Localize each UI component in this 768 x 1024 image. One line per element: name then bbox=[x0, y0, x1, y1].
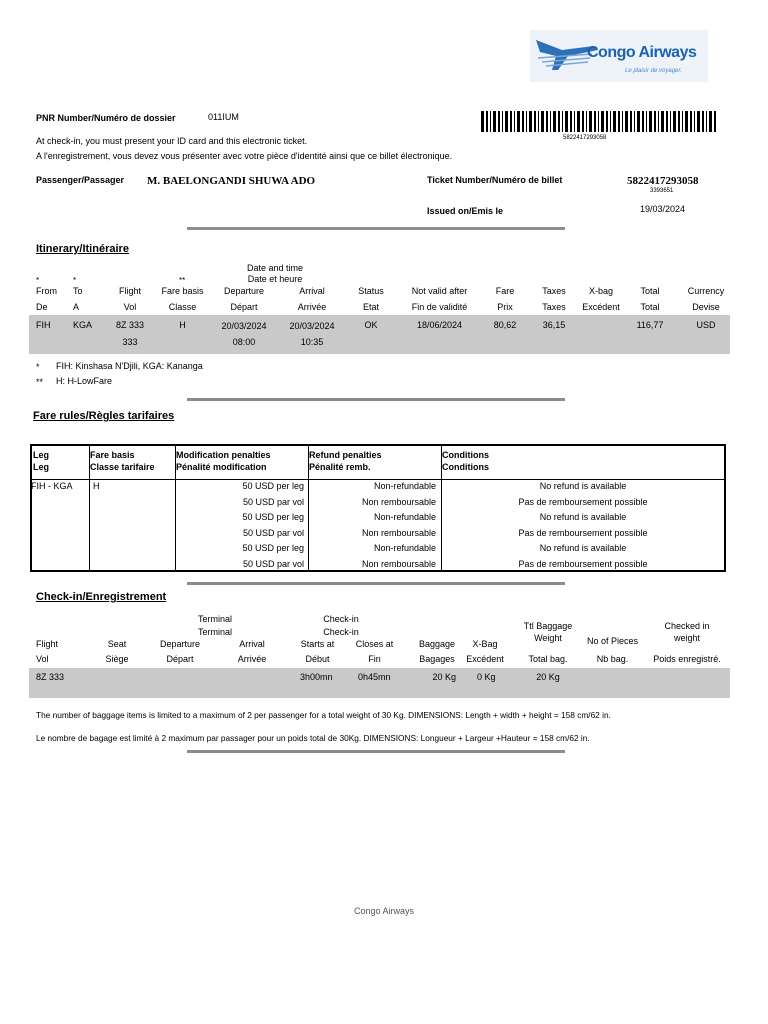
barcode-bar bbox=[574, 111, 575, 132]
barcode-bar bbox=[534, 111, 536, 132]
itin-to: KGA bbox=[73, 320, 93, 330]
fr-refund-penalty: Non remboursable bbox=[361, 558, 436, 569]
ci-col-seat-fr: Siège bbox=[105, 654, 129, 664]
barcode-bar bbox=[522, 111, 524, 132]
barcode-bar bbox=[510, 111, 512, 132]
footnote-mark-2: ** bbox=[36, 377, 44, 387]
ci-col-poids: Poids enregistré. bbox=[653, 654, 721, 664]
logo-text: Congo Airways bbox=[587, 44, 697, 61]
date-header-fr: Date et heure bbox=[247, 274, 303, 284]
fr-condition: No refund is available bbox=[539, 481, 627, 491]
barcode-bar bbox=[702, 111, 704, 132]
col-currency-fr: Devise bbox=[692, 302, 720, 312]
barcode-bar bbox=[601, 111, 604, 132]
barcode-bar bbox=[589, 111, 592, 132]
ci-checked-1: Checked in bbox=[664, 621, 710, 631]
itin-taxes: 36,15 bbox=[542, 320, 566, 330]
barcode-bar bbox=[714, 111, 716, 132]
ci-checked-2: weight bbox=[673, 633, 700, 643]
ci-col-departure: Departure bbox=[159, 639, 201, 649]
fr-mod-penalty: 50 USD per leg bbox=[242, 512, 304, 522]
ticket-sub-number: 3393651 bbox=[650, 188, 674, 194]
ci-checkin-2: Check-in bbox=[323, 627, 359, 637]
fr-mod-penalty: 50 USD per leg bbox=[242, 481, 304, 491]
barcode-bar bbox=[529, 111, 532, 132]
col-status-fr: Etat bbox=[362, 302, 379, 312]
barcode-bar bbox=[690, 111, 692, 132]
col-currency: Currency bbox=[687, 286, 725, 296]
col-taxes: Taxes bbox=[542, 286, 566, 296]
itin-from: FIH bbox=[36, 320, 51, 330]
fr-mod-penalty: 50 USD par vol bbox=[242, 496, 304, 507]
col-not-valid-after: Not valid after bbox=[411, 286, 468, 296]
barcode-bar bbox=[594, 111, 596, 132]
fr-condition: Pas de remboursement possible bbox=[518, 527, 648, 538]
barcode-bar bbox=[606, 111, 608, 132]
ci-col-arrival-fr: Arrivée bbox=[237, 654, 267, 664]
fr-condition: No refund is available bbox=[539, 543, 627, 553]
barcode-bar bbox=[553, 111, 556, 132]
itin-total: 116,77 bbox=[636, 320, 664, 330]
passenger-label: Passenger/Passager bbox=[36, 175, 125, 185]
fr-col-cond: Conditions bbox=[442, 450, 489, 460]
ci-col-starts: Starts at bbox=[300, 639, 335, 649]
fr-refund-penalty: Non-refundable bbox=[373, 481, 436, 491]
to-star: * bbox=[73, 276, 77, 285]
barcode-bar bbox=[598, 111, 599, 132]
separator bbox=[187, 227, 565, 230]
fr-col-ref: Refund penalties bbox=[309, 450, 382, 460]
barcode-bar bbox=[505, 111, 508, 132]
separator bbox=[187, 582, 565, 585]
barcode-bar bbox=[550, 111, 551, 132]
barcode-bar bbox=[706, 111, 707, 132]
ci-col-pieces-fr: Nb bag. bbox=[596, 654, 629, 664]
barcode-bar bbox=[490, 111, 491, 132]
col-departure-fr: Départ bbox=[230, 302, 258, 312]
barcode-bar bbox=[498, 111, 500, 132]
fare-rules-title: Fare rules/Règles tarifaires bbox=[33, 410, 175, 422]
col-to: To bbox=[73, 286, 83, 296]
ci-terminal-1: Terminal bbox=[197, 614, 232, 624]
col-flight: Flight bbox=[118, 286, 141, 296]
barcode-bar bbox=[526, 111, 527, 132]
barcode-bar bbox=[625, 111, 628, 132]
barcode-bar bbox=[637, 111, 640, 132]
baggage-note-fr: Le nombre de bagage est limité à 2 maximum par passager pour un poids total de 30Kg. DIMENSIONS: Longueur + Largeur +Hauteur = 158 cm/62 in. bbox=[36, 733, 590, 743]
barcode-bar bbox=[670, 111, 671, 132]
barcode-bar bbox=[565, 111, 568, 132]
fr-col-leg-fr: Leg bbox=[33, 462, 50, 472]
issued-label: Issued on/Emis le bbox=[427, 206, 504, 216]
pnr-value: 011IUM bbox=[208, 112, 239, 122]
itin-arr-date: 20/03/2024 bbox=[289, 321, 335, 331]
itin-flight: 8Z 333 bbox=[115, 320, 145, 330]
fr-col-ref-fr: Pénalité remb. bbox=[309, 462, 371, 472]
col-fare: Fare bbox=[495, 286, 515, 296]
ticket-barcode bbox=[481, 111, 719, 132]
barcode-bar bbox=[517, 111, 520, 132]
ci-total: 20 Kg bbox=[536, 672, 560, 682]
col-flight-fr: Vol bbox=[123, 302, 137, 312]
pnr-label: PNR Number/Numéro de dossier bbox=[36, 113, 176, 123]
ticket-number: 5822417293058 bbox=[627, 175, 699, 187]
barcode-bar bbox=[678, 111, 680, 132]
col-arrival-fr: Arrivée bbox=[297, 302, 327, 312]
ci-baggage: 20 Kg bbox=[432, 672, 456, 682]
barcode-bar bbox=[558, 111, 560, 132]
fr-condition: No refund is available bbox=[539, 512, 627, 522]
itin-fare-basis: H bbox=[179, 320, 186, 330]
barcode-bar bbox=[661, 111, 664, 132]
ci-col-flight-fr: Vol bbox=[36, 654, 49, 664]
ci-col-departure-fr: Départ bbox=[166, 654, 194, 664]
col-from-fr: De bbox=[36, 302, 48, 312]
col-xbag-fr: Excédent bbox=[582, 302, 620, 312]
barcode-bar bbox=[481, 111, 484, 132]
ci-col-pieces: No of Pieces bbox=[586, 636, 639, 646]
barcode-bar bbox=[582, 111, 584, 132]
ci-col-seat: Seat bbox=[107, 639, 127, 649]
col-fare-fr: Prix bbox=[497, 302, 513, 312]
ci-terminal-2: Terminal bbox=[197, 627, 232, 637]
barcode-bar bbox=[538, 111, 539, 132]
checkin-title: Check-in/Enregistrement bbox=[36, 591, 167, 603]
barcode-bar bbox=[610, 111, 611, 132]
barcode-bar bbox=[709, 111, 712, 132]
itin-not-valid-after: 18/06/2024 bbox=[416, 320, 463, 330]
fr-refund-penalty: Non-refundable bbox=[373, 543, 436, 553]
col-fare-basis: Fare basis bbox=[161, 286, 204, 296]
fr-mod-penalty: 50 USD par vol bbox=[242, 558, 304, 569]
col-fare-basis-fr: Classe bbox=[168, 302, 197, 312]
separator bbox=[187, 750, 565, 753]
ci-starts: 3h00mn bbox=[300, 672, 333, 682]
fr-col-fare-fr: Classe tarifaire bbox=[90, 462, 155, 472]
barcode-bar bbox=[577, 111, 580, 132]
barcode-bar bbox=[570, 111, 572, 132]
col-xbag: X-bag bbox=[588, 286, 614, 296]
table-divider bbox=[32, 479, 724, 480]
col-from: From bbox=[36, 286, 57, 296]
ci-col-closes-fr: Fin bbox=[368, 654, 381, 664]
ci-col-closes: Closes at bbox=[355, 639, 394, 649]
col-total: Total bbox=[640, 286, 660, 296]
ci-xbag: 0 Kg bbox=[477, 672, 496, 682]
barcode-bar bbox=[682, 111, 683, 132]
col-departure: Departure bbox=[223, 286, 265, 296]
checkin-notice-en: At check-in, you must present your ID card and this electronic ticket. bbox=[36, 136, 308, 146]
fr-mod-penalty: 50 USD par vol bbox=[242, 527, 304, 538]
fr-col-mod-fr: Pénalité modification bbox=[176, 462, 267, 472]
barcode-bar bbox=[634, 111, 635, 132]
ci-col-baggage-fr: Bagages bbox=[419, 654, 455, 664]
itin-flight-no: 333 bbox=[122, 337, 138, 347]
fr-col-fare: Fare basis bbox=[90, 450, 135, 460]
ci-col-baggage: Baggage bbox=[418, 639, 456, 649]
fr-refund-penalty: Non-refundable bbox=[373, 512, 436, 522]
fare-star: ** bbox=[179, 276, 186, 285]
barcode-bar bbox=[694, 111, 695, 132]
ci-ttl-bag-1: Ttl Baggage bbox=[523, 621, 573, 631]
ci-ttl-bag-2: Weight bbox=[534, 633, 562, 643]
itin-currency: USD bbox=[696, 320, 716, 330]
fr-col-leg: Leg bbox=[33, 450, 50, 460]
itin-dep-time: 08:00 bbox=[232, 337, 256, 347]
footnote-fare: H: H-LowFare bbox=[56, 376, 113, 386]
fr-condition: Pas de remboursement possible bbox=[518, 558, 648, 569]
col-arrival: Arrival bbox=[299, 286, 325, 296]
barcode-bar bbox=[685, 111, 688, 132]
col-status: Status bbox=[358, 286, 384, 296]
barcode-bar bbox=[493, 111, 496, 132]
itin-fare: 80,62 bbox=[493, 320, 517, 330]
ci-closes: 0h45mn bbox=[358, 672, 391, 682]
ci-col-flight: Flight bbox=[36, 639, 59, 649]
fare-rules-table bbox=[30, 444, 726, 572]
barcode-bar bbox=[646, 111, 647, 132]
barcode-bar bbox=[630, 111, 632, 132]
barcode-bar bbox=[562, 111, 563, 132]
col-taxes-fr: Taxes bbox=[542, 302, 566, 312]
fr-refund-penalty: Non remboursable bbox=[361, 527, 436, 538]
fr-col-mod: Modification penalties bbox=[176, 450, 271, 460]
barcode-bar bbox=[486, 111, 488, 132]
footer-text: Congo Airways bbox=[353, 906, 415, 916]
fr-col-cond-fr: Conditions bbox=[442, 462, 489, 472]
barcode-bar bbox=[642, 111, 644, 132]
fr-condition: Pas de remboursement possible bbox=[518, 496, 648, 507]
col-total-fr: Total bbox=[640, 302, 660, 312]
col-not-valid-after-fr: Fin de validité bbox=[411, 302, 468, 312]
barcode-bar bbox=[658, 111, 659, 132]
logo-tagline: Le plaisir de voyager. bbox=[625, 68, 682, 74]
issued-date: 19/03/2024 bbox=[640, 204, 686, 214]
checkin-notice-fr: A l'enregistrement, vous devez vous présenter avec votre pièce d'identité ainsi que ce billet électronique. bbox=[36, 151, 453, 161]
ticket-number-label: Ticket Number/Numéro de billet bbox=[427, 175, 563, 185]
fr-leg: FIH - KGA bbox=[31, 481, 73, 491]
barcode-bar bbox=[697, 111, 700, 132]
barcode-bar bbox=[613, 111, 616, 132]
ci-checkin-1: Check-in bbox=[323, 614, 359, 624]
ci-col-xbag-fr: Excédent bbox=[466, 654, 504, 664]
col-to-fr: A bbox=[73, 302, 80, 312]
fr-fare-basis: H bbox=[93, 481, 100, 491]
barcode-bar bbox=[618, 111, 620, 132]
barcode-bar bbox=[622, 111, 623, 132]
ci-col-total-bag: Total bag. bbox=[528, 654, 568, 664]
barcode-bar bbox=[654, 111, 656, 132]
barcode-bar bbox=[666, 111, 668, 132]
barcode-bar bbox=[649, 111, 652, 132]
itin-dep-date: 20/03/2024 bbox=[221, 321, 267, 331]
barcode-bar bbox=[502, 111, 503, 132]
barcode-bar bbox=[546, 111, 548, 132]
fr-mod-penalty: 50 USD per leg bbox=[242, 543, 304, 553]
baggage-note-en: The number of baggage items is limited to a maximum of 2 per passenger for a total weight of 30 Kg. DIMENSIONS: Length + width + height = 158 cm/62 in. bbox=[36, 710, 611, 720]
from-star: * bbox=[36, 276, 40, 285]
barcode-bar bbox=[541, 111, 544, 132]
barcode-bar bbox=[586, 111, 587, 132]
passenger-name: M. BAELONGANDI SHUWA ADO bbox=[147, 175, 316, 187]
ci-col-xbag: X-Bag bbox=[472, 639, 498, 649]
ci-flight: 8Z 333 bbox=[36, 672, 65, 682]
separator bbox=[187, 398, 565, 401]
itinerary-title: Itinerary/Itinéraire bbox=[36, 243, 129, 255]
ci-col-starts-fr: Début bbox=[305, 654, 330, 664]
barcode-bar bbox=[514, 111, 515, 132]
footnote-airports: FIH: Kinshasa N'Djili, KGA: Kananga bbox=[56, 361, 203, 371]
footnote-mark-1: * bbox=[36, 362, 40, 372]
barcode-number: 5822417293058 bbox=[563, 135, 607, 141]
ci-col-arrival: Arrival bbox=[239, 639, 265, 649]
barcode-bar bbox=[673, 111, 676, 132]
date-header-en: Date and time bbox=[246, 263, 304, 273]
itin-arr-time: 10:35 bbox=[300, 337, 324, 347]
itin-status: OK bbox=[364, 320, 378, 330]
congo-airways-logo bbox=[530, 30, 708, 82]
fr-refund-penalty: Non remboursable bbox=[361, 496, 436, 507]
